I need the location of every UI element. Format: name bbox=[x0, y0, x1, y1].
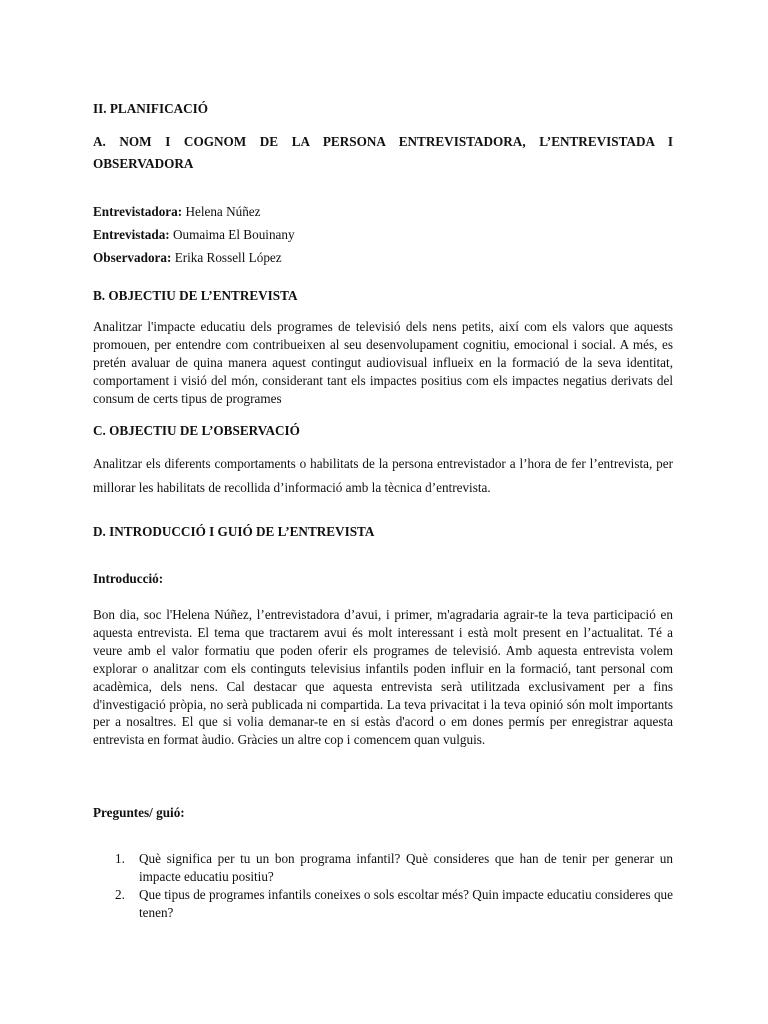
heading-d: D. INTRODUCCIÓ I GUIÓ DE L’ENTREVISTA bbox=[93, 524, 375, 539]
questions-label: Preguntes/ guió: bbox=[93, 805, 185, 820]
heading-c: C. OBJECTIU DE L’OBSERVACIÓ bbox=[93, 423, 300, 438]
heading-a: A. NOM I COGNOM DE LA PERSONA ENTREVISTADORA, L’ENTREVISTADA I OBSERVADORA bbox=[93, 134, 673, 171]
question-text: Que tipus de programes infantils coneixes o sols escoltar més? Quin impacte educatiu consideres que tenen? bbox=[139, 886, 673, 920]
section-title: II. PLANIFICACIÓ bbox=[93, 101, 209, 116]
questions-list bbox=[93, 850, 673, 922]
paragraph-c: Analitzar els diferents comportaments o habilitats de la persona entrevistador a l’hora de fer l’entrevista, per millorar les habilitats de recollida d’informació amb la tècnica d’entrevista. bbox=[93, 456, 673, 495]
list-number: 1. bbox=[115, 851, 125, 866]
field-value: Helena Núñez bbox=[185, 204, 261, 219]
heading-b: B. OBJECTIU DE L’ENTREVISTA bbox=[93, 288, 298, 303]
field-label: Observadora: bbox=[93, 250, 172, 265]
list-item bbox=[93, 850, 673, 886]
question-text: Què significa per tu un bon programa infantil? Què consideres que han de tenir per generar un impacte educatiu positiu? bbox=[139, 851, 673, 884]
field-value: Oumaima El Bouinany bbox=[172, 227, 295, 242]
list-item bbox=[93, 886, 673, 922]
paragraph-intro: Bon dia, soc l'Helena Núñez, l’entrevistadora d’avui, i primer, m'agradaria agrair-te la teva participació en aquesta entrevista. El tema que tractarem avui és molt interessant i està molt present en l’actualitat. Té a veure amb el valor formatiu que poden oferir els programes de televisió. Amb aquesta entrevista volem explorar o analitzar com els continguts televisius infantils poden influir en la formació, tant personal com acadèmica, dels nens. Cal destacar que aquesta entrevista serà utilitzada exclusivament per a fins d'investigació pròpia, no serà publicada ni compartida. La teva privacitat i la teva opinió són molt importants per a nosaltres. El que si volia demanar-te en si estàs d'acord o em dones permís per enregistrar aquesta entrevista en format àudio. Gràcies un altre cop i comencem quan vulguis. bbox=[93, 607, 673, 748]
field-label: Entrevistadora: bbox=[93, 204, 183, 219]
field-value: Erika Rossell López bbox=[174, 250, 282, 265]
field-interviewee bbox=[93, 224, 673, 246]
paragraph-b: Analitzar l'impacte educatiu dels programes de televisió dels nens petits, així com els valors que aquests promouen, per entendre com contribueixen al seu desenvolupament cognitiu, emocional i social. A més, es pretén avaluar de quina manera aquest contingut audiovisual influeix en la formació de la seva identitat, comportament i visió del món, considerant tant els impactes positius com els impactes negatius derivats del consum de certs tipus de programes bbox=[93, 319, 673, 406]
field-label: Entrevistada: bbox=[93, 227, 170, 242]
list-number: 2. bbox=[115, 886, 125, 902]
field-observer bbox=[93, 247, 673, 269]
intro-label: Introducció: bbox=[93, 571, 164, 586]
field-interviewer bbox=[93, 201, 673, 223]
